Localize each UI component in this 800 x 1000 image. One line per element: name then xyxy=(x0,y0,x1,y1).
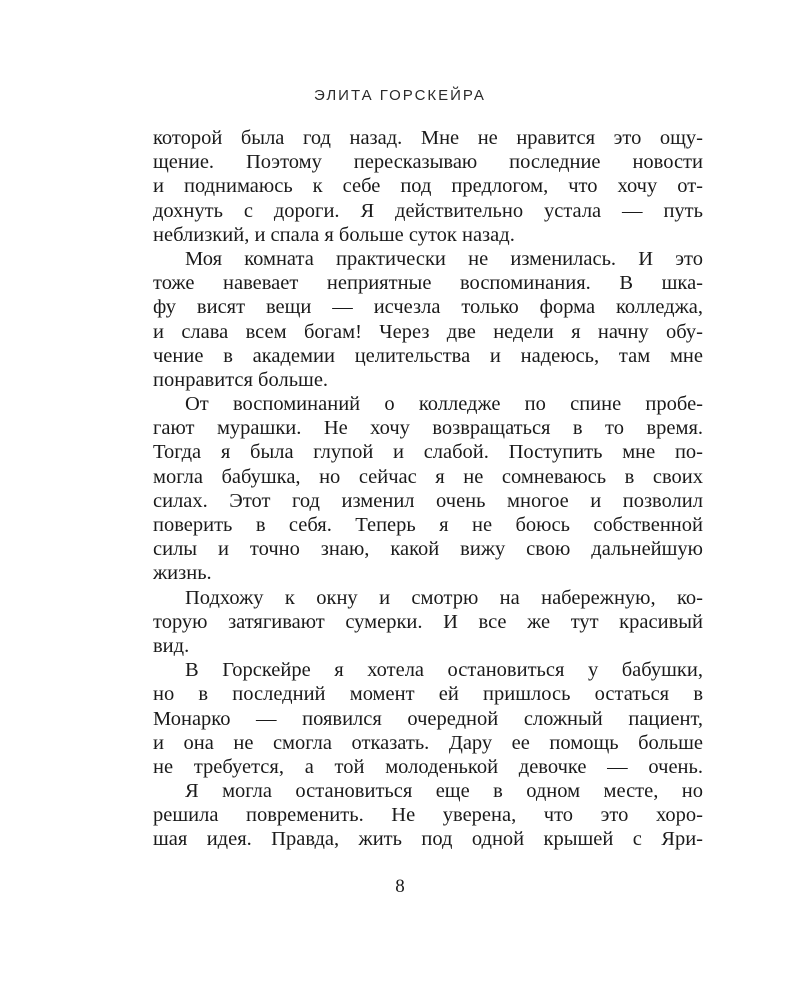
text-line: которой была год назад. Мне не нравится это ощу- xyxy=(153,127,703,149)
text-line: и она не смогла отказать. Дару ее помощь больше xyxy=(153,731,703,754)
text-line: От воспоминаний о колледже по спине пробе- xyxy=(185,393,703,416)
text-line: дохнуть с дороги. Я действительно устала — путь xyxy=(153,199,703,222)
paragraph-6 xyxy=(153,779,703,852)
text-line: поверить в себя. Теперь я не боюсь собственной xyxy=(153,514,703,536)
text-line: чение в академии целительства и надеюсь, там мне xyxy=(153,344,703,367)
text-line: могла бабушка, но сейчас я не сомневаюсь в своих xyxy=(153,465,703,488)
text-line: Монарко — появился очередной сложный пациент, xyxy=(153,707,703,730)
text-line: но в последний момент ей пришлось остаться в xyxy=(153,683,703,706)
text-line: силах. Этот год изменил очень многое и позволил xyxy=(153,489,703,512)
body-text xyxy=(153,126,703,852)
text-line: торую затягивают сумерки. И все же тут красивый xyxy=(153,610,703,633)
paragraph-3 xyxy=(153,392,703,586)
paragraph-2 xyxy=(153,247,703,392)
text-line: Моя комната практически не изменилась. И это xyxy=(185,247,703,270)
text-line: и слава всем богам! Через две недели я начну обу- xyxy=(153,320,703,343)
paragraph-5 xyxy=(153,658,703,779)
text-line: понравится больше. xyxy=(153,368,329,391)
text-line: неблизкий, и спала я больше суток назад. xyxy=(153,223,515,246)
text-line: жизнь. xyxy=(153,562,212,585)
text-line: Тогда я была глупой и слабой. Поступить мне по- xyxy=(153,441,703,464)
text-line: не требуется, а той молоденькой девочке — очень. xyxy=(153,755,703,778)
text-line: фу висят вещи — исчезла только форма колледжа, xyxy=(153,296,703,319)
text-line: Подхожу к окну и смотрю на набережную, ко- xyxy=(185,586,703,609)
paragraph-4 xyxy=(153,586,703,659)
text-line: Я могла остановиться еще в одном месте, но xyxy=(185,780,703,803)
text-line: тоже навевает неприятные воспоминания. В шка- xyxy=(153,272,703,295)
text-line: и поднимаюсь к себе под предлогом, что хочу от- xyxy=(153,175,703,198)
text-line: шая идея. Правда, жить под одной крышей с Яри- xyxy=(153,828,703,851)
text-line: В Горскейре я хотела остановиться у бабушки, xyxy=(185,659,703,682)
text-line: решила повременить. Не уверена, что это хоро- xyxy=(153,804,703,827)
text-line: гают мурашки. Не хочу возвращаться в то время. xyxy=(153,417,703,440)
text-line: силы и точно знаю, какой вижу свою дальнейшую xyxy=(153,538,703,561)
paragraph-1 xyxy=(153,126,703,247)
running-head: ЭЛИТА ГОРСКЕЙРА xyxy=(314,87,486,104)
text-line: щение. Поэтому пересказываю последние новости xyxy=(153,151,703,174)
page-number: 8 xyxy=(395,876,405,897)
text-line: вид. xyxy=(153,634,190,657)
